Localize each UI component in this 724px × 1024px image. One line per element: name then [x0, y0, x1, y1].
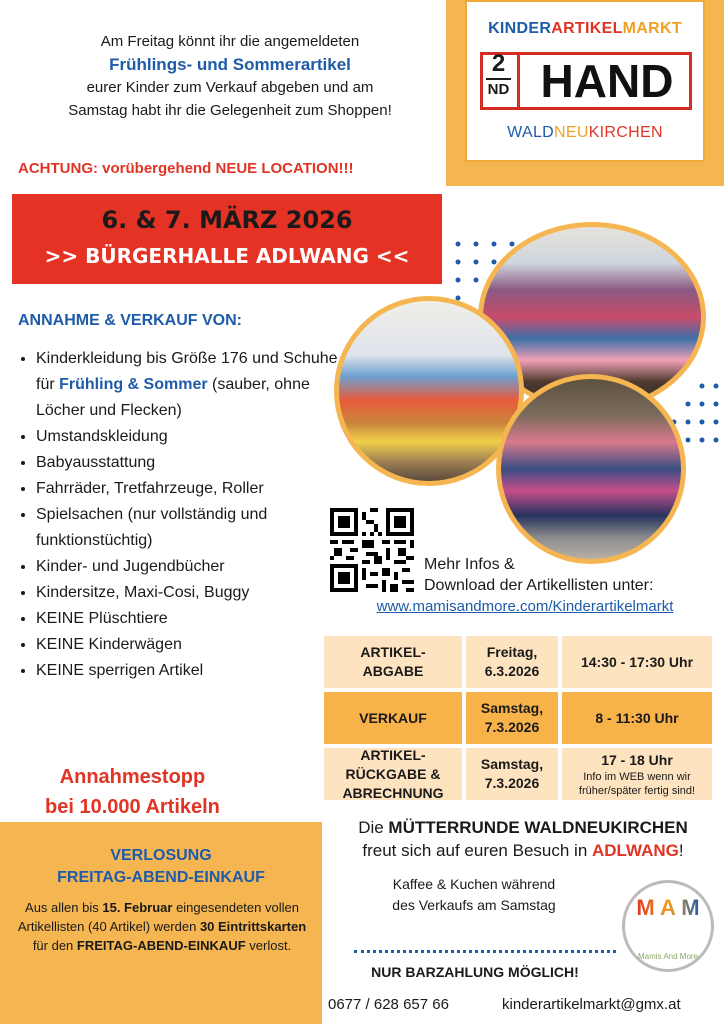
logo-title-part-1: KINDER: [488, 20, 552, 37]
list-item: • Spielsachen (nur vollständig und funktionstüchtig): [36, 502, 346, 554]
intro-line-4: Samstag habt ihr die Gelegenheit zum Shoppen!: [68, 102, 392, 119]
annahme-heading: ANNAHME & VERKAUF VON:: [18, 312, 242, 329]
verlosung-title: [0, 845, 322, 889]
logo-number: 2: [491, 50, 506, 77]
verlosung-tickets: 30 Eintrittskarten: [199, 919, 307, 934]
verlosung-event: FREITAG-ABEND-EINKAUF: [76, 938, 246, 953]
logo-title: [465, 20, 705, 38]
list-item: • Umstandskleidung: [36, 424, 346, 450]
logo-2nd: [480, 52, 520, 110]
list-item: • Babyausstattung: [36, 450, 346, 476]
greeting-place: ADLWANG: [592, 841, 679, 860]
mam-letters: M A M: [636, 895, 700, 920]
logo-subtitle-part-3: KIRCHEN: [588, 124, 663, 141]
row-3-time: 17 - 18 Uhr: [601, 751, 673, 768]
greeting-line-1: [322, 816, 724, 839]
stopp-line-2: bei 10.000 Artikeln: [45, 796, 220, 818]
logo-suffix: ND: [486, 78, 511, 100]
mam-logo-subtitle: Mamis And More: [637, 952, 699, 961]
logo-title-part-2: ARTIKEL: [551, 20, 623, 37]
kaffee-line-2: des Verkaufs am Samstag: [392, 897, 556, 913]
row-2-day: Samstag, 7.3.2026: [464, 690, 560, 746]
verlosung-text-part: Aus allen bis: [25, 900, 103, 915]
item-text: (sauber, ohne Löcher und Flecken): [36, 376, 310, 419]
verlosung-text: [14, 898, 310, 955]
dotted-divider: [354, 950, 616, 953]
list-item: • Fahrräder, Tretfahrzeuge, Roller: [36, 476, 346, 502]
row-3-label: ARTIKEL- RÜCKGABE & ABRECHNUNG: [322, 746, 464, 802]
greeting-text: freut sich auf euren Besuch in: [362, 841, 592, 860]
email-address[interactable]: kinderartikelmarkt@gmx.at: [502, 996, 681, 1013]
list-item: • Kindersitze, Maxi-Cosi, Buggy: [36, 580, 346, 606]
verlosung-text-part: verlost.: [245, 938, 292, 953]
accepted-items-list: [18, 346, 346, 684]
new-location-warning: ACHTUNG: vorübergehend NEUE LOCATION!!!: [18, 160, 354, 177]
shoes-photo: [496, 374, 686, 564]
list-item: • Kinder- und Jugendbücher: [36, 554, 346, 580]
logo-hand-word: HAND: [540, 55, 674, 107]
item-highlight: Frühling & Sommer: [59, 376, 208, 393]
list-item: • KEINE Kinderwägen: [36, 632, 346, 658]
logo-subtitle-part-1: WALD: [507, 124, 555, 141]
row-3-time-cell: [560, 746, 714, 802]
row-2-time: 8 - 11:30 Uhr: [560, 690, 714, 746]
info-line-2: Download der Artikellisten unter:: [424, 577, 654, 594]
row-3-day: Samstag, 7.3.2026: [464, 746, 560, 802]
row-2-label: VERKAUF: [322, 690, 464, 746]
list-item: • KEINE sperrigen Artikel: [36, 658, 346, 684]
greeting-text: !: [678, 841, 684, 860]
annahme-stopp: [45, 762, 220, 822]
verlosung-deadline: 15. Februar: [102, 900, 173, 915]
list-item: • KEINE Plüschtiere: [36, 606, 346, 632]
verlosung-text-part: eingesendeten vollen Artikellisten (40 Artikel) werden: [17, 900, 299, 934]
logo-title-part-3: MARKT: [622, 20, 682, 37]
website-link[interactable]: www.mamisandmore.com/Kinderartikelmarkt: [376, 598, 674, 615]
toys-photo: [334, 296, 524, 486]
row-3-note: Info im WEB wenn wir früher/später fertig sind!: [578, 770, 696, 797]
mam-logo-letters: [622, 896, 714, 920]
greeting-text: Die: [358, 818, 389, 837]
mutterrunde-greeting: [322, 816, 724, 862]
greeting-org: MÜTTERRUNDE WALDNEUKIRCHEN: [388, 818, 688, 837]
item-text: Kinderkleidung bis Größe 176 und Schuhe für: [36, 350, 338, 393]
intro-line-1: Am Freitag könnt ihr die angemeldeten: [100, 33, 360, 50]
verlosung-title-1: VERLOSUNG: [110, 847, 212, 864]
verlosung-title-2: FREITAG-ABEND-EINKAUF: [57, 869, 265, 886]
intro-highlight: Frühlings- und Sommerartikel: [109, 55, 351, 74]
logo-subtitle: [465, 124, 705, 142]
event-dates: 6. & 7. MÄRZ 2026: [101, 206, 353, 234]
cash-only-notice: NUR BARZAHLUNG MÖGLICH!: [371, 964, 579, 980]
greeting-line-2: [322, 839, 724, 862]
logo-subtitle-part-2: NEU: [554, 124, 589, 141]
schedule-table: [322, 634, 714, 802]
phone-number[interactable]: 0677 / 628 657 66: [328, 996, 449, 1013]
event-location: >> BÜRGERHALLE ADLWANG <<: [44, 244, 410, 268]
kaffee-info: [330, 874, 618, 916]
row-1-label: ARTIKEL- ABGABE: [322, 634, 464, 690]
verlosung-text-part: für den: [32, 938, 77, 953]
info-text: [424, 554, 724, 596]
row-1-day: Freitag, 6.3.2026: [464, 634, 560, 690]
info-line-1: Mehr Infos &: [424, 556, 515, 573]
row-1-time: 14:30 - 17:30 Uhr: [560, 634, 714, 690]
list-item: [36, 346, 346, 424]
qr-code[interactable]: [330, 508, 414, 592]
kaffee-line-1: Kaffee & Kuchen während: [392, 876, 556, 892]
intro-text: [0, 30, 460, 122]
stopp-line-1: Annahmestopp: [59, 766, 206, 788]
intro-line-3: eurer Kinder zum Verkauf abgeben und am: [86, 79, 374, 96]
